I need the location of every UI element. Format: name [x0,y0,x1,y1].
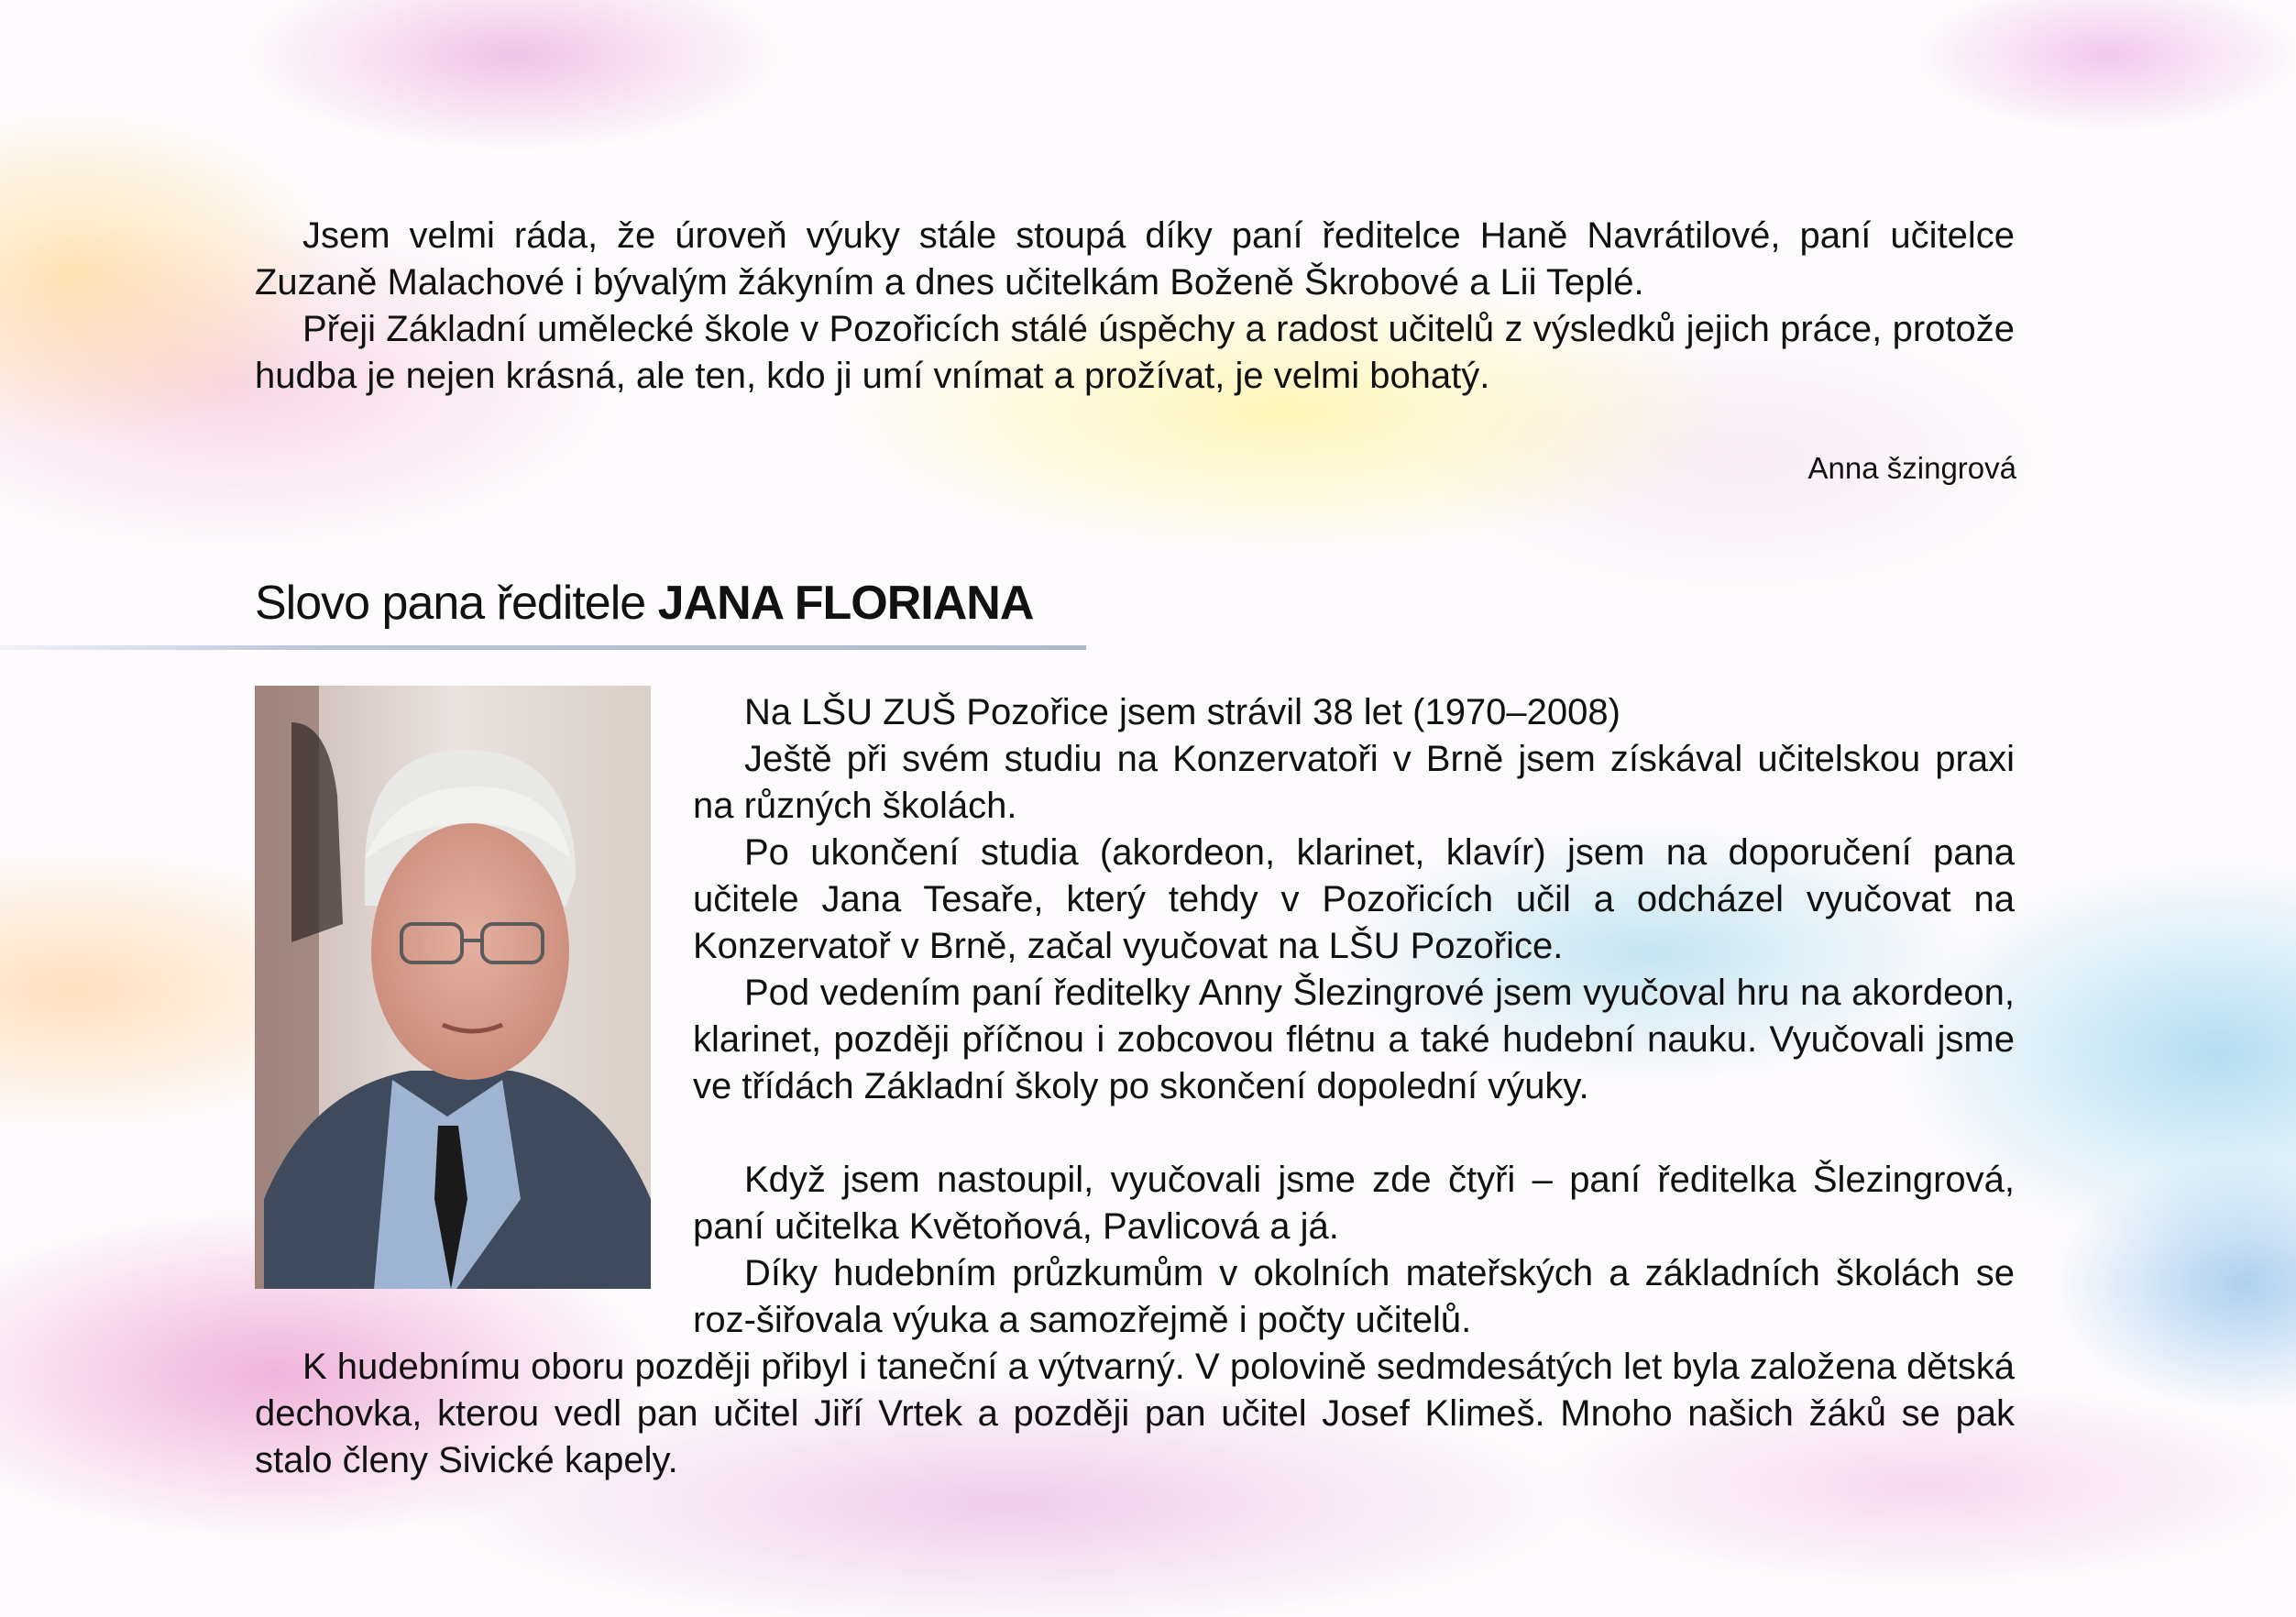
column-paragraph-1: Na LŠU ZUŠ Pozořice jsem strávil 38 let (1970–2008) [744,692,1620,732]
portrait-illustration [255,686,651,1289]
intro-paragraph-1: Jsem velmi ráda, že úroveň výuky stále stoupá díky paní ředitelce Haně Navrátilové, paní učitelce Zuzaně Malachové i bývalým žákyním a dnes učitelkám Boženě Škrobové a Lii Teplé. [255,215,2015,302]
section-title [255,576,1033,631]
section-title-prefix: Slovo pana ředitele [255,577,658,630]
column-paragraph-6: Díky hudebním průzkumům v okolních mateřských a základních školách se roz-šiřovala výuka a samozřejmě i počty učitelů. [693,1253,2015,1340]
column-paragraph-5: Když jsem nastoupil, vyučovali jsme zde čtyři – paní ředitelka Šlezingrová, paní učitelka Květoňová, Pavlicová a já. [693,1160,2015,1247]
column-paragraph-4: Pod vedením paní ředitelky Anny Šlezingrové jsem vyučoval hru na akordeon, klarinet, později příčnou i zobcovou flétnu a také hudební nauku. Vyučovali jsme ve třídách Základní školy po skončení dopolední výuky. [693,973,2015,1106]
column-paragraph-3: Po ukončení studia (akordeon, klarinet, klavír) jsem na doporučení pana učitele Jana Tesaře, který tehdy v Pozořicích učil a odcházel vyučovat na Konzervatoř v Brně, začal vyučovat na LŠU Pozořice. [693,832,2015,966]
column-paragraph-2: Ještě při svém studiu na Konzervatoři v Brně jsem získával učitelskou praxi na různých školách. [693,739,2015,826]
section-title-name: JANA FLORIANA [657,577,1034,630]
title-underline [0,645,1086,650]
full-width-paragraph: K hudebnímu oboru později přibyl i taneční a výtvarný. V polovině sedmdesátých let byla založena dětská dechovka, kterou vedl pan učitel Jiří Vrtek a později pan učitel Josef Klimeš. Mnoho našich žáků se pak stalo členy Sivické kapely. [255,1347,2015,1480]
portrait-photo [255,686,651,1289]
signature: Anna šzingrová [1807,451,2016,485]
intro-paragraph-2: Přeji Základní umělecké škole v Pozořicích stálé úspěchy a radost učitelů z výsledků jejich práce, protože hudba je nejen krásná, ale ten, kdo ji umí vnímat a prožívat, je velmi bohatý. [255,309,2015,396]
